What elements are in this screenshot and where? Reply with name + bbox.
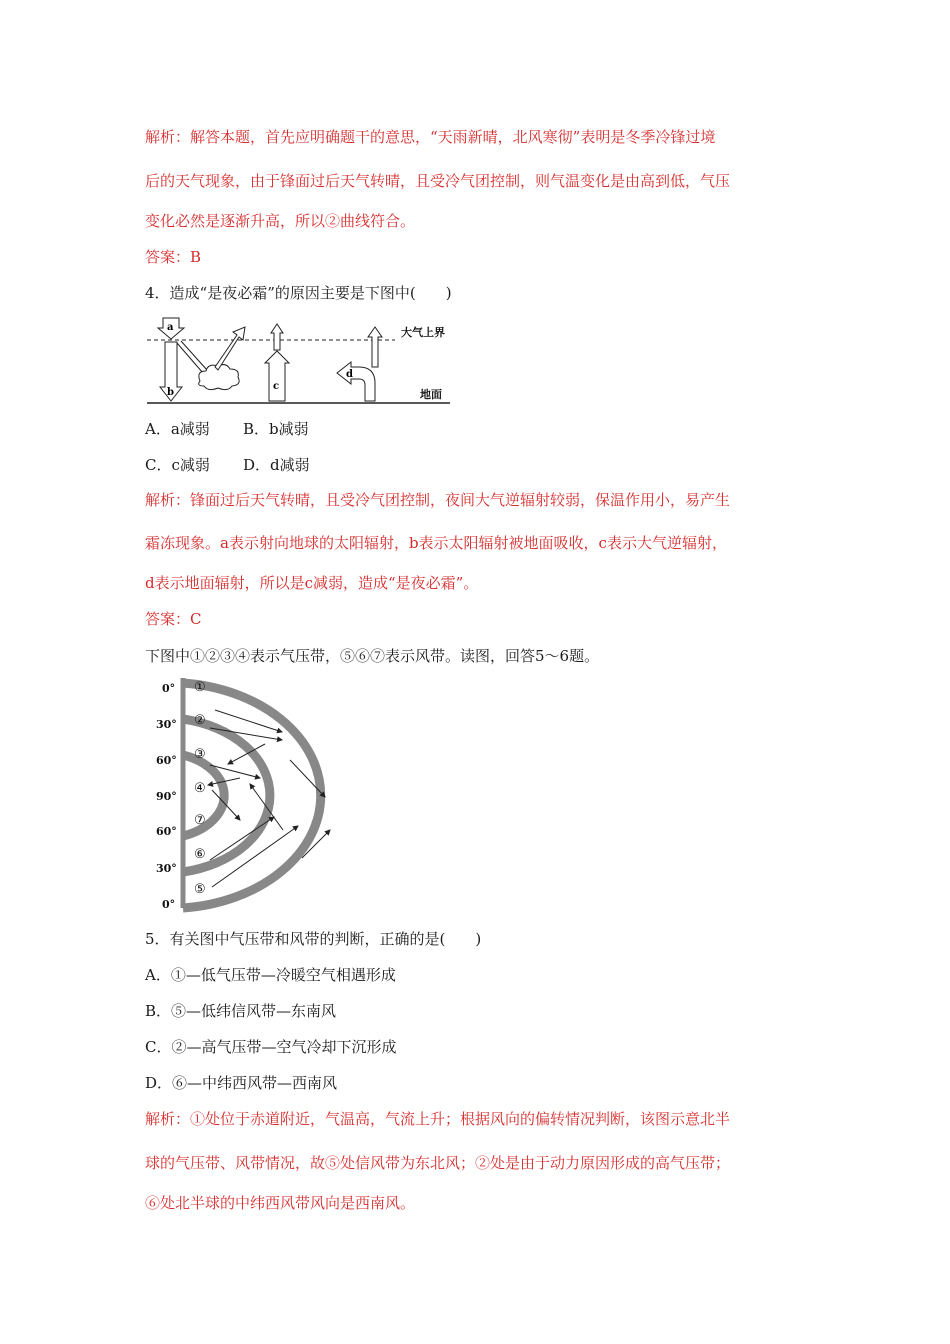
top-of-atmosphere-label: 大气上界 (401, 326, 445, 339)
lat-label-90: 90° (156, 790, 177, 803)
explanation-q5-line2: 球的气压带、风带情况，故⑤处信风带为东北风；②处是由于动力原因形成的高气压带； (145, 1154, 731, 1172)
arrow-b (160, 342, 182, 401)
arrow-c (265, 324, 289, 401)
answer-value: B (190, 248, 202, 266)
explanation-text: 锋面过后天气转晴，且受冷气团控制，夜间大气逆辐射较弱，保温作用小，易产生 (190, 491, 731, 509)
ground-label: 地面 (420, 388, 442, 401)
explanation-q4-line1 (145, 489, 730, 510)
answer-q3 (145, 246, 201, 267)
explanation-q4-line2: 霜冻现象。a表示射向地球的太阳辐射，b表示太阳辐射被地面吸收，c表示大气逆辐射， (145, 534, 727, 552)
explanation-label: 解析： (145, 128, 191, 146)
question-5-stem: 5．有关图中气压带和风带的判断，正确的是( ) (145, 930, 482, 948)
option-b[interactable]: B．⑤—低纬信风带—东南风 (145, 1002, 337, 1020)
arrow-d (337, 327, 382, 401)
arrow-a (158, 318, 184, 339)
explanation-q5-line3: ⑥处北半球的中纬西风带风向是西南风。 (145, 1194, 416, 1212)
explanation-q3-line3: 变化必然是逐渐升高，所以②曲线符合。 (145, 212, 416, 230)
answer-label: 答案： (145, 610, 191, 628)
option-c[interactable]: C．c减弱 (145, 456, 210, 474)
lat-label-30-bottom: 30° (156, 862, 177, 875)
answer-value: C (190, 610, 202, 628)
option-c[interactable]: C．②—高气压带—空气冷却下沉形成 (145, 1038, 397, 1056)
band-label-7: ⑦ (194, 813, 206, 828)
question-4-stem: 4．造成“是夜必霜”的原因主要是下图中( ) (145, 284, 452, 302)
arrow-d-label: d (346, 369, 353, 380)
band-label-3: ③ (194, 747, 206, 762)
explanation-text: 解答本题，首先应明确题干的意思，“天雨新晴，北风寒彻”表明是冬季冷锋过境 (190, 128, 716, 146)
band-label-4: ④ (194, 781, 206, 796)
option-a[interactable]: A．a减弱 (145, 420, 210, 438)
lat-label-0-top: 0° (162, 682, 176, 695)
answer-q4 (145, 608, 202, 629)
explanation-label: 解析： (145, 1110, 191, 1128)
lat-label-60-bottom: 60° (156, 825, 177, 838)
explanation-text: ①处位于赤道附近，气温高，气流上升；根据风向的偏转情况判断，该图示意北半 (190, 1110, 731, 1128)
option-b[interactable]: B．b减弱 (243, 420, 309, 438)
explanation-q3-line1 (145, 126, 715, 147)
option-d[interactable]: D．⑥—中纬西风带—西南风 (145, 1074, 338, 1092)
lat-label-30-top: 30° (156, 718, 177, 731)
intro-questions-5-6: 下图中①②③④表示气压带，⑤⑥⑦表示风带。读图，回答5～6题。 (145, 647, 600, 665)
answer-label: 答案： (145, 248, 191, 266)
explanation-q5-line1 (145, 1108, 730, 1129)
arrow-c-label: c (273, 381, 280, 392)
arrow-b-label: b (167, 387, 174, 398)
question-4-options-row2 (145, 454, 310, 475)
option-d[interactable]: D．d减弱 (243, 456, 310, 474)
explanation-label: 解析： (145, 491, 191, 509)
lat-label-0-bottom: 0° (162, 898, 176, 911)
band-label-2: ② (194, 713, 206, 728)
question-4-options-row1 (145, 418, 309, 439)
band-label-5: ⑤ (194, 882, 206, 897)
arrow-a-label: a (167, 322, 174, 333)
option-a[interactable]: A．①—低气压带—冷暖空气相遇形成 (145, 966, 396, 984)
band-label-6: ⑥ (194, 847, 206, 862)
explanation-q4-line3: d表示地面辐射，所以是c减弱，造成“是夜必霜”。 (145, 574, 479, 592)
explanation-q3-line2: 后的天气现象，由于锋面过后天气转晴，且受冷气团控制，则气温变化是由高到低，气压 (145, 172, 731, 190)
pressure-wind-belts-figure (150, 672, 350, 914)
radiation-figure (145, 315, 455, 407)
band-label-1: ① (194, 680, 206, 695)
lat-label-60-top: 60° (156, 754, 177, 767)
